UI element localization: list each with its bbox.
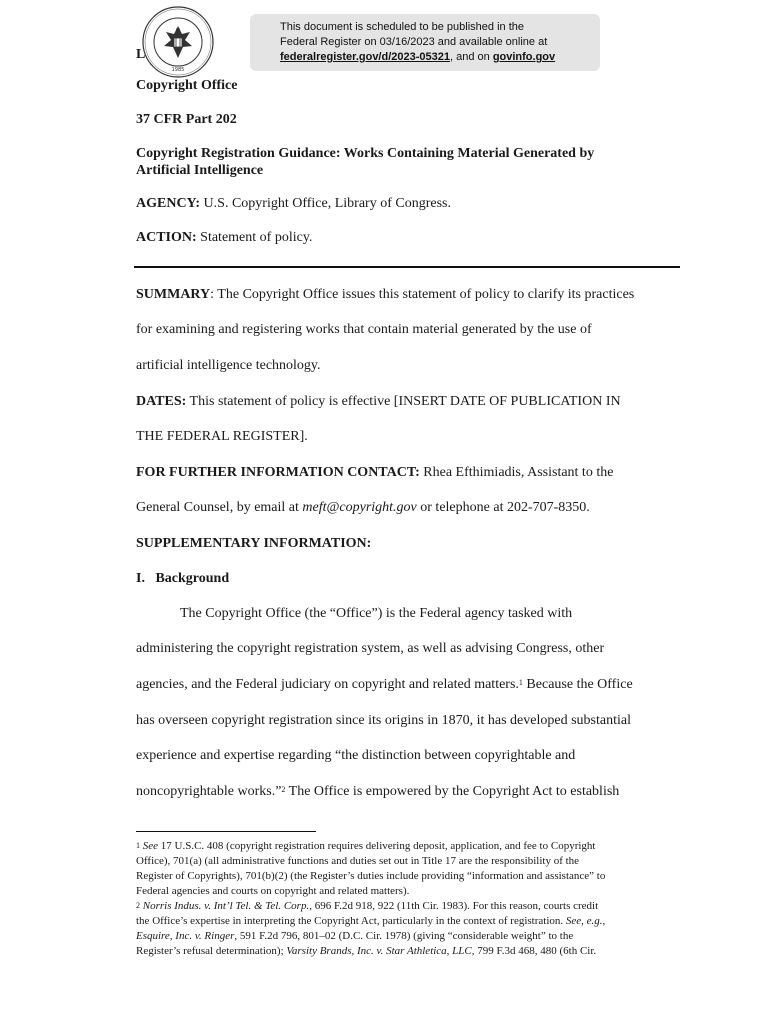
header-letter: L: [136, 47, 146, 62]
summary-text-1: : The Copyright Office issues this statement of policy to clarify its practices: [210, 287, 635, 302]
body-text-6a: noncopyrightable works.”: [136, 784, 282, 799]
footnote-2-text-1: , 696 F.2d 918, 922 (11th Cir. 1983). For this reason, courts credit: [309, 900, 599, 912]
govinfo-link[interactable]: govinfo.gov: [492, 51, 556, 63]
cfr-part: 37 CFR Part 202: [136, 112, 237, 127]
body-line-5: experience and expertise regarding “the distinction between copyrightable and: [136, 748, 576, 763]
footnote-1-number: 1: [136, 841, 140, 850]
agency-label: AGENCY:: [136, 196, 201, 211]
body-line-1: The Copyright Office (the “Office”) is the Federal agency tasked with: [180, 606, 573, 621]
dates-label: DATES:: [136, 394, 187, 409]
footnote-2-text-3b: , 591 F.2d 796, 801–02 (D.C. Cir. 1978) (giving “considerable weight” to the: [234, 930, 574, 942]
body-text-3b: Because the Office: [522, 677, 633, 692]
footnote-2-text-3a: Esquire, Inc. v. Ringer: [136, 930, 235, 942]
footnote-2-text-4a: Register’s refusal determination);: [136, 945, 287, 957]
summary-line-1: [136, 286, 634, 304]
document-title-line-1: Copyright Registration Guidance: Works Containing Material Generated by: [136, 146, 595, 161]
footnote-1-line-3: Register of Copyrights), 701(b)(2) (the Register’s duties include providing “information and assistance” to: [136, 870, 606, 882]
body-line-4: has overseen copyright registration since its origins in 1870, it has developed substantial: [136, 713, 631, 728]
dates-line-2: THE FEDERAL REGISTER].: [136, 429, 308, 444]
footnote-ref-1[interactable]: 1: [518, 678, 523, 687]
dates-line-1: [136, 393, 621, 411]
contact-text-2a: General Counsel, by email at: [136, 500, 303, 515]
section-heading-background: I. Background: [136, 571, 230, 586]
banner-line-2: Federal Register on 03/16/2023 and available online at: [280, 36, 548, 48]
body-line-2: administering the copyright registration system, as well as advising Congress, other: [136, 641, 605, 656]
footnote-1-text-1: 17 U.S.C. 408 (copyright registration requires delivering deposit, application, and fee to Copyright: [158, 840, 596, 852]
footnote-2-line-4: [136, 944, 596, 959]
footnote-1-line-4: Federal agencies and courts on copyright and related matters).: [136, 885, 410, 897]
summary-label: SUMMARY: [136, 287, 211, 302]
contact-email: meft@copyright.gov: [302, 500, 417, 515]
agency-line: [136, 195, 451, 213]
federalregister-link[interactable]: federalregister.gov/d/2023-05321: [280, 51, 450, 63]
contact-line-2: [136, 499, 590, 517]
action-value: Statement of policy.: [196, 230, 313, 245]
footnote-2-line-2: [136, 914, 605, 929]
banner-line-3: [280, 50, 600, 65]
footnote-1-see: See: [142, 840, 159, 852]
footnote-2-case: Norris Indus. v. Int’l Tel. & Tel. Corp.: [142, 900, 310, 912]
nara-seal-logo: [142, 6, 214, 78]
footnote-2-text-2a: the Office’s expertise in interpreting the Copyright Act, particularly in the context of registration.: [136, 915, 566, 927]
action-line: [136, 229, 312, 247]
footnote-1-line-2: Office), 701(a) (all administrative functions and duties set out in Title 17 are the responsibility of the: [136, 855, 580, 867]
footnote-divider: [136, 831, 316, 832]
footnote-2-line-3: [136, 929, 573, 944]
dates-text-1: This statement of policy is effective [INSERT DATE OF PUBLICATION IN: [186, 394, 621, 409]
contact-text-2b: or telephone at 202-707-8350.: [416, 500, 590, 515]
summary-line-3: artificial intelligence technology.: [136, 358, 321, 373]
footnote-2-text-4c: , 799 F.3d 468, 480 (6th Cir.: [471, 945, 597, 957]
svg-text:1985: 1985: [171, 67, 185, 73]
footnote-2-text-4b: Varsity Brands, Inc. v. Star Athletica, LLC: [286, 945, 472, 957]
footnote-2-number: 2: [136, 901, 140, 910]
footnote-2-text-2b: See, e.g.,: [565, 915, 606, 927]
document-title-line-2: Artificial Intelligence: [136, 163, 264, 178]
header-divider: [134, 266, 680, 268]
supplementary-heading: SUPPLEMENTARY INFORMATION:: [136, 536, 372, 551]
summary-line-2: for examining and registering works that contain material generated by the use of: [136, 322, 592, 337]
office-name: Copyright Office: [136, 78, 238, 93]
body-line-3: [136, 676, 633, 694]
banner-line-1: This document is scheduled to be published in the: [280, 21, 524, 33]
footnote-ref-2[interactable]: 2: [281, 785, 286, 794]
body-text-6b: The Office is empowered by the Copyright Act to establish: [285, 784, 620, 799]
publication-notice-banner: [250, 14, 600, 71]
action-label: ACTION:: [136, 230, 197, 245]
body-line-6: [136, 783, 619, 801]
banner-mid-text: , and on: [449, 51, 493, 63]
footnote-1-line-1: [136, 839, 595, 854]
agency-value: U.S. Copyright Office, Library of Congress.: [200, 196, 451, 211]
body-text-3a: agencies, and the Federal judiciary on copyright and related matters.: [136, 677, 519, 692]
footnote-2-line-1: [136, 899, 598, 914]
contact-text-1: Rhea Efthimiadis, Assistant to the: [419, 465, 614, 480]
contact-label: FOR FURTHER INFORMATION CONTACT:: [136, 465, 420, 480]
contact-line-1: [136, 464, 613, 482]
